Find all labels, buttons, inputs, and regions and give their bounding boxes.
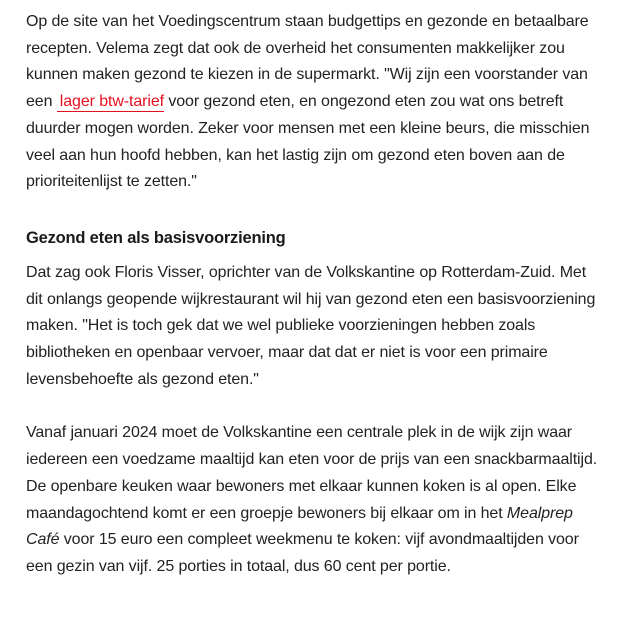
section-heading: Gezond eten als basisvoorziening [26, 228, 286, 247]
paragraph-text: voor gezond eten, en ongezond eten zou wat ons betreft duurder mogen worden. Zeker voor mensen met een kleine beurs, die misschien veel aan hun hoofd hebben, kan het lastig zijn om gezond eten boven aan de prioriteitenlijst te zetten." [26, 93, 590, 191]
paragraph-mealprep [26, 420, 606, 580]
mealprep-cafe-name: Mealprep Café [26, 504, 573, 549]
paragraph-volkskantine: Dat zag ook Floris Visser, oprichter van de Volkskantine op Rotterdam-Zuid. Met dit onlangs geopende wijkrestaurant wil hij van gezond eten een basisvoorziening maken. "Het is toch gek dat we wel publieke voorzieningen hebben zoals bibliotheken en openbaar vervoer, maar dat dat er niet is voor een primaire levensbehoefte als gezond eten." [26, 263, 596, 388]
article-body [26, 9, 606, 581]
paragraph-text: Op de site van het Voedingscentrum staan budgettips en gezonde en betaalbare recepten. Velema zegt dat ook de overheid het consumenten makkelijker zou kunnen maken gezond te kiezen in de supermarkt. "Wij zijn een voorstander van een [26, 13, 589, 111]
paragraph-text: Vanaf januari 2024 moet de Volkskantine een centrale plek in de wijk zijn waar iedereen een voedzame maaltijd kan eten voor de prijs van een snackbarmaaltijd. De openbare keuken waar bewoners met elkaar kunnen koken is al open. Elke maandagochtend komt er een groepje bewoners bij elkaar om in het [26, 424, 598, 522]
paragraph-budget-tips [26, 9, 606, 196]
link-lager-btw-tarief[interactable]: lager btw-tarief [57, 93, 164, 112]
paragraph-text: voor 15 euro een compleet weekmenu te koken: vijf avondmaaltijden voor een gezin van vijf. 25 porties in totaal, dus 60 cent per portie. [26, 531, 579, 575]
